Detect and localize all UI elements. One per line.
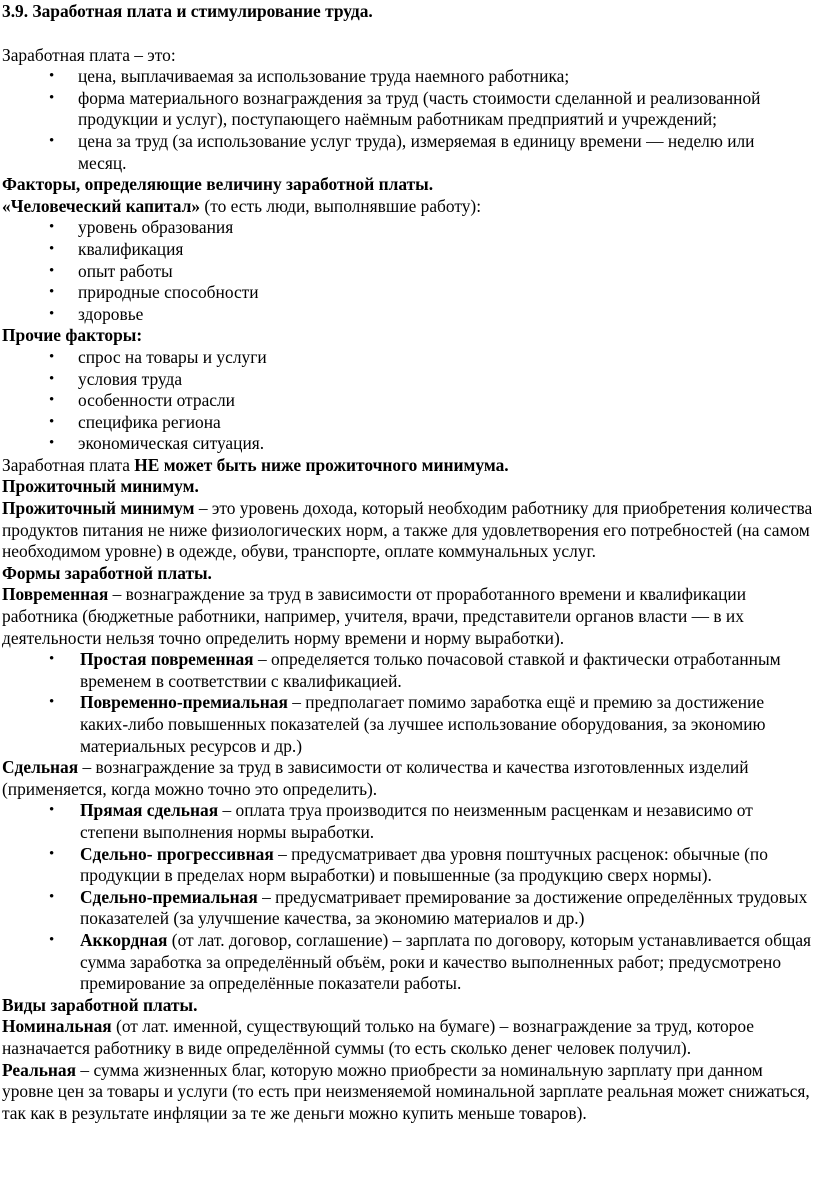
list-item: • спрос на товары и услуги xyxy=(2,347,816,369)
minimum-definition: Прожиточный минимум – это уровень дохода, который необходим работнику для приобретения количества продуктов питания не ниже физиологических норм, а также для удовлетворения его потребностей (на самом необходимом уровне) в одежде, обуви, транспорте, оплате коммунальных услуг. xyxy=(2,498,813,562)
minimum-statement: Заработная плата НЕ может быть ниже прожиточного минимума. xyxy=(2,454,509,475)
list-item: • цена за труд (за использование услуг труда), измеряемая в единицу времени — неделю или месяц. xyxy=(2,131,816,174)
human-capital-line: «Человеческий капитал» (то есть люди, выполнявшие работу): xyxy=(2,195,482,216)
list-item: • Повременно-премиальная – предполагает помимо заработка ещё и премию за достижение каких-либо повышенных показателей (за лучшее использование оборудования, за экономию материальных ресурсов и др.) xyxy=(2,692,816,757)
kinds-heading: Виды заработной платы. xyxy=(2,994,198,1015)
definition-intro: Заработная плата – это: xyxy=(2,44,176,65)
list-item: • квалификация xyxy=(2,239,816,261)
other-factors-heading: Прочие факторы: xyxy=(2,325,143,346)
time-wage-paragraph: Повременная – вознаграждение за труд в зависимости от проработанного времени и квалификации работника (бюджетные работники, например, учителя, врачи, представители органов власти — в их деятельности нельзя точно определить норму времени и норму выработки). xyxy=(2,584,747,648)
other-factors-list xyxy=(2,347,816,455)
list-item: • Прямая сдельная – оплата труа производится по неизменным расценкам и независимо от степени выполнения нормы выработки. xyxy=(2,800,816,843)
list-item: • условия труда xyxy=(2,369,816,391)
forms-heading: Формы заработной платы. xyxy=(2,562,212,583)
human-capital-list xyxy=(2,217,816,325)
definition-list xyxy=(2,66,816,174)
list-item: • цена, выплачиваемая за использование труда наемного работника; xyxy=(2,66,816,88)
list-item: • особенности отрасли xyxy=(2,390,816,412)
list-item: • форма материального вознаграждения за труд (часть стоимости сделанной и реализованной продукции и услуг), поступающего наёмным работникам предприятий и учреждений; xyxy=(2,88,816,131)
blank-line xyxy=(2,23,816,45)
list-item: • Сдельно- прогрессивная – предусматривает два уровня поштучных расценок: обычные (по продукции в пределах норм выработки) и повышенные (за продукцию сверх нормы). xyxy=(2,844,816,887)
list-item: • Простая повременная – определяется только почасовой ставкой и фактически отработанным временем в соответствии с квалификацией. xyxy=(2,649,816,692)
piece-wage-list xyxy=(2,800,816,994)
section-title: 3.9. Заработная плата и стимулирование труда. xyxy=(2,1,373,21)
time-wage-list xyxy=(2,649,816,757)
document-page xyxy=(0,1,816,1200)
list-item: • опыт работы xyxy=(2,261,816,283)
list-item: • Аккордная (от лат. договор, соглашение) – зарплата по договору, которым устанавливается общая сумма заработка за определённый объём, роки и качество выполненных работ; предусмотрено премирование за определённые показатели работы. xyxy=(2,930,816,995)
piece-wage-paragraph: Сдельная – вознаграждение за труд в зависимости от количества и качества изготовленных изделий (применяется, когда можно точно это определить). xyxy=(2,757,749,799)
list-item: • специфика региона xyxy=(2,412,816,434)
minimum-heading: Прожиточный минимум. xyxy=(2,476,199,497)
list-item: • экономическая ситуация. xyxy=(2,433,816,455)
real-wage-paragraph: Реальная – сумма жизненных благ, которую можно приобрести за номинальную зарплату при данном уровне цен за товары и услуги (то есть при неизменяемой номинальной зарплате реальная может снижаться, так как в результате инфляции за те же деньги можно купить меньше товаров). xyxy=(2,1059,810,1123)
nominal-wage-paragraph: Номинальная (от лат. именной, существующий только на бумаге) – вознаграждение за труд, которое назначается работнику в виде определённой суммы (то есть сколько денег человек получил). xyxy=(2,1016,754,1058)
factors-heading: Факторы, определяющие величину заработной платы. xyxy=(2,174,434,195)
list-item: • уровень образования xyxy=(2,217,816,239)
list-item: • здоровье xyxy=(2,304,816,326)
list-item: • Сдельно-премиальная – предусматривает премирование за достижение определённых трудовых показателей (за улучшение качества, за экономию материалов и др.) xyxy=(2,887,816,930)
list-item: • природные способности xyxy=(2,282,816,304)
